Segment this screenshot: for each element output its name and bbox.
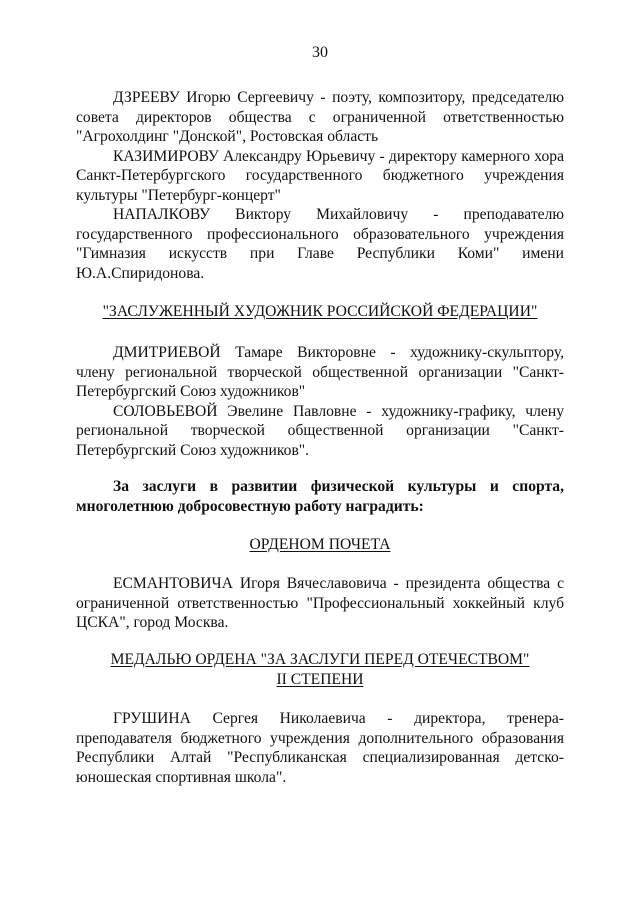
recipients-group-2 (76, 343, 564, 460)
recipient-paragraph: НАПАЛКОВУ Виктору Михайловичу - преподавателю государственного профессионального образовательного учреждения "Гимназия искусств при Главе Республики Коми" имени Ю.А.Спиридонова. (76, 206, 564, 282)
heading-text: "ЗАСЛУЖЕННЫЙ ХУДОЖНИК РОССИЙСКОЙ ФЕДЕРАЦИИ" (102, 303, 538, 320)
recipients-group-3 (76, 574, 564, 633)
title-heading-medal (0, 650, 640, 690)
recipients-group-4 (76, 709, 564, 787)
sport-intro-block (76, 477, 564, 516)
recipient-paragraph: КАЗИМИРОВУ Александру Юрьевичу - директору камерного хора Санкт-Петербургского государственного бюджетного учреждения культуры "Петербург-концерт" (76, 147, 564, 204)
sport-intro: За заслуги в развитии физической культуры и спорта, многолетнюю добросовестную работу наградить: (76, 478, 564, 515)
heading-text-line-1: МЕДАЛЬЮ ОРДЕНА "ЗА ЗАСЛУГИ ПЕРЕД ОТЕЧЕСТВОМ" (110, 651, 530, 668)
recipient-paragraph: ДМИТРИЕВОЙ Тамаре Викторовне - художнику-скульптору, члену региональной творческой общественной организации "Санкт-Петербургский Союз художников" (76, 344, 564, 400)
title-heading-artist (0, 302, 640, 322)
heading-text: ОРДЕНОМ ПОЧЕТА (249, 536, 391, 553)
recipient-paragraph: СОЛОВЬЕВОЙ Эвелине Павловне - художнику-графику, члену региональной творческой общественной организации "Санкт-Петербургский Союз художников". (76, 402, 564, 459)
recipients-group-1 (76, 88, 564, 283)
recipient-paragraph: ГРУШИНА Сергея Николаевича - директора, тренера-преподавателя бюджетного учреждения дополнительного образования Республики Алтай "Республиканская специализированная детско-юношеская спортивная школа". (76, 710, 564, 786)
recipient-paragraph: ДЗРЕЕВУ Игорю Сергеевичу - поэту, композитору, председателю совета директоров общества с ограниченной ответственностью "Агрохолдинг "Донской", Ростовская область (76, 89, 564, 145)
title-heading-order (0, 535, 640, 555)
heading-text-line-2: II СТЕПЕНИ (276, 671, 364, 688)
recipient-paragraph: ЕСМАНТОВИЧА Игоря Вячеславовича - президента общества с ограниченной ответственностью "Профессиональный хоккейный клуб ЦСКА", город Москва. (76, 575, 564, 631)
page-number: 30 (312, 44, 328, 61)
